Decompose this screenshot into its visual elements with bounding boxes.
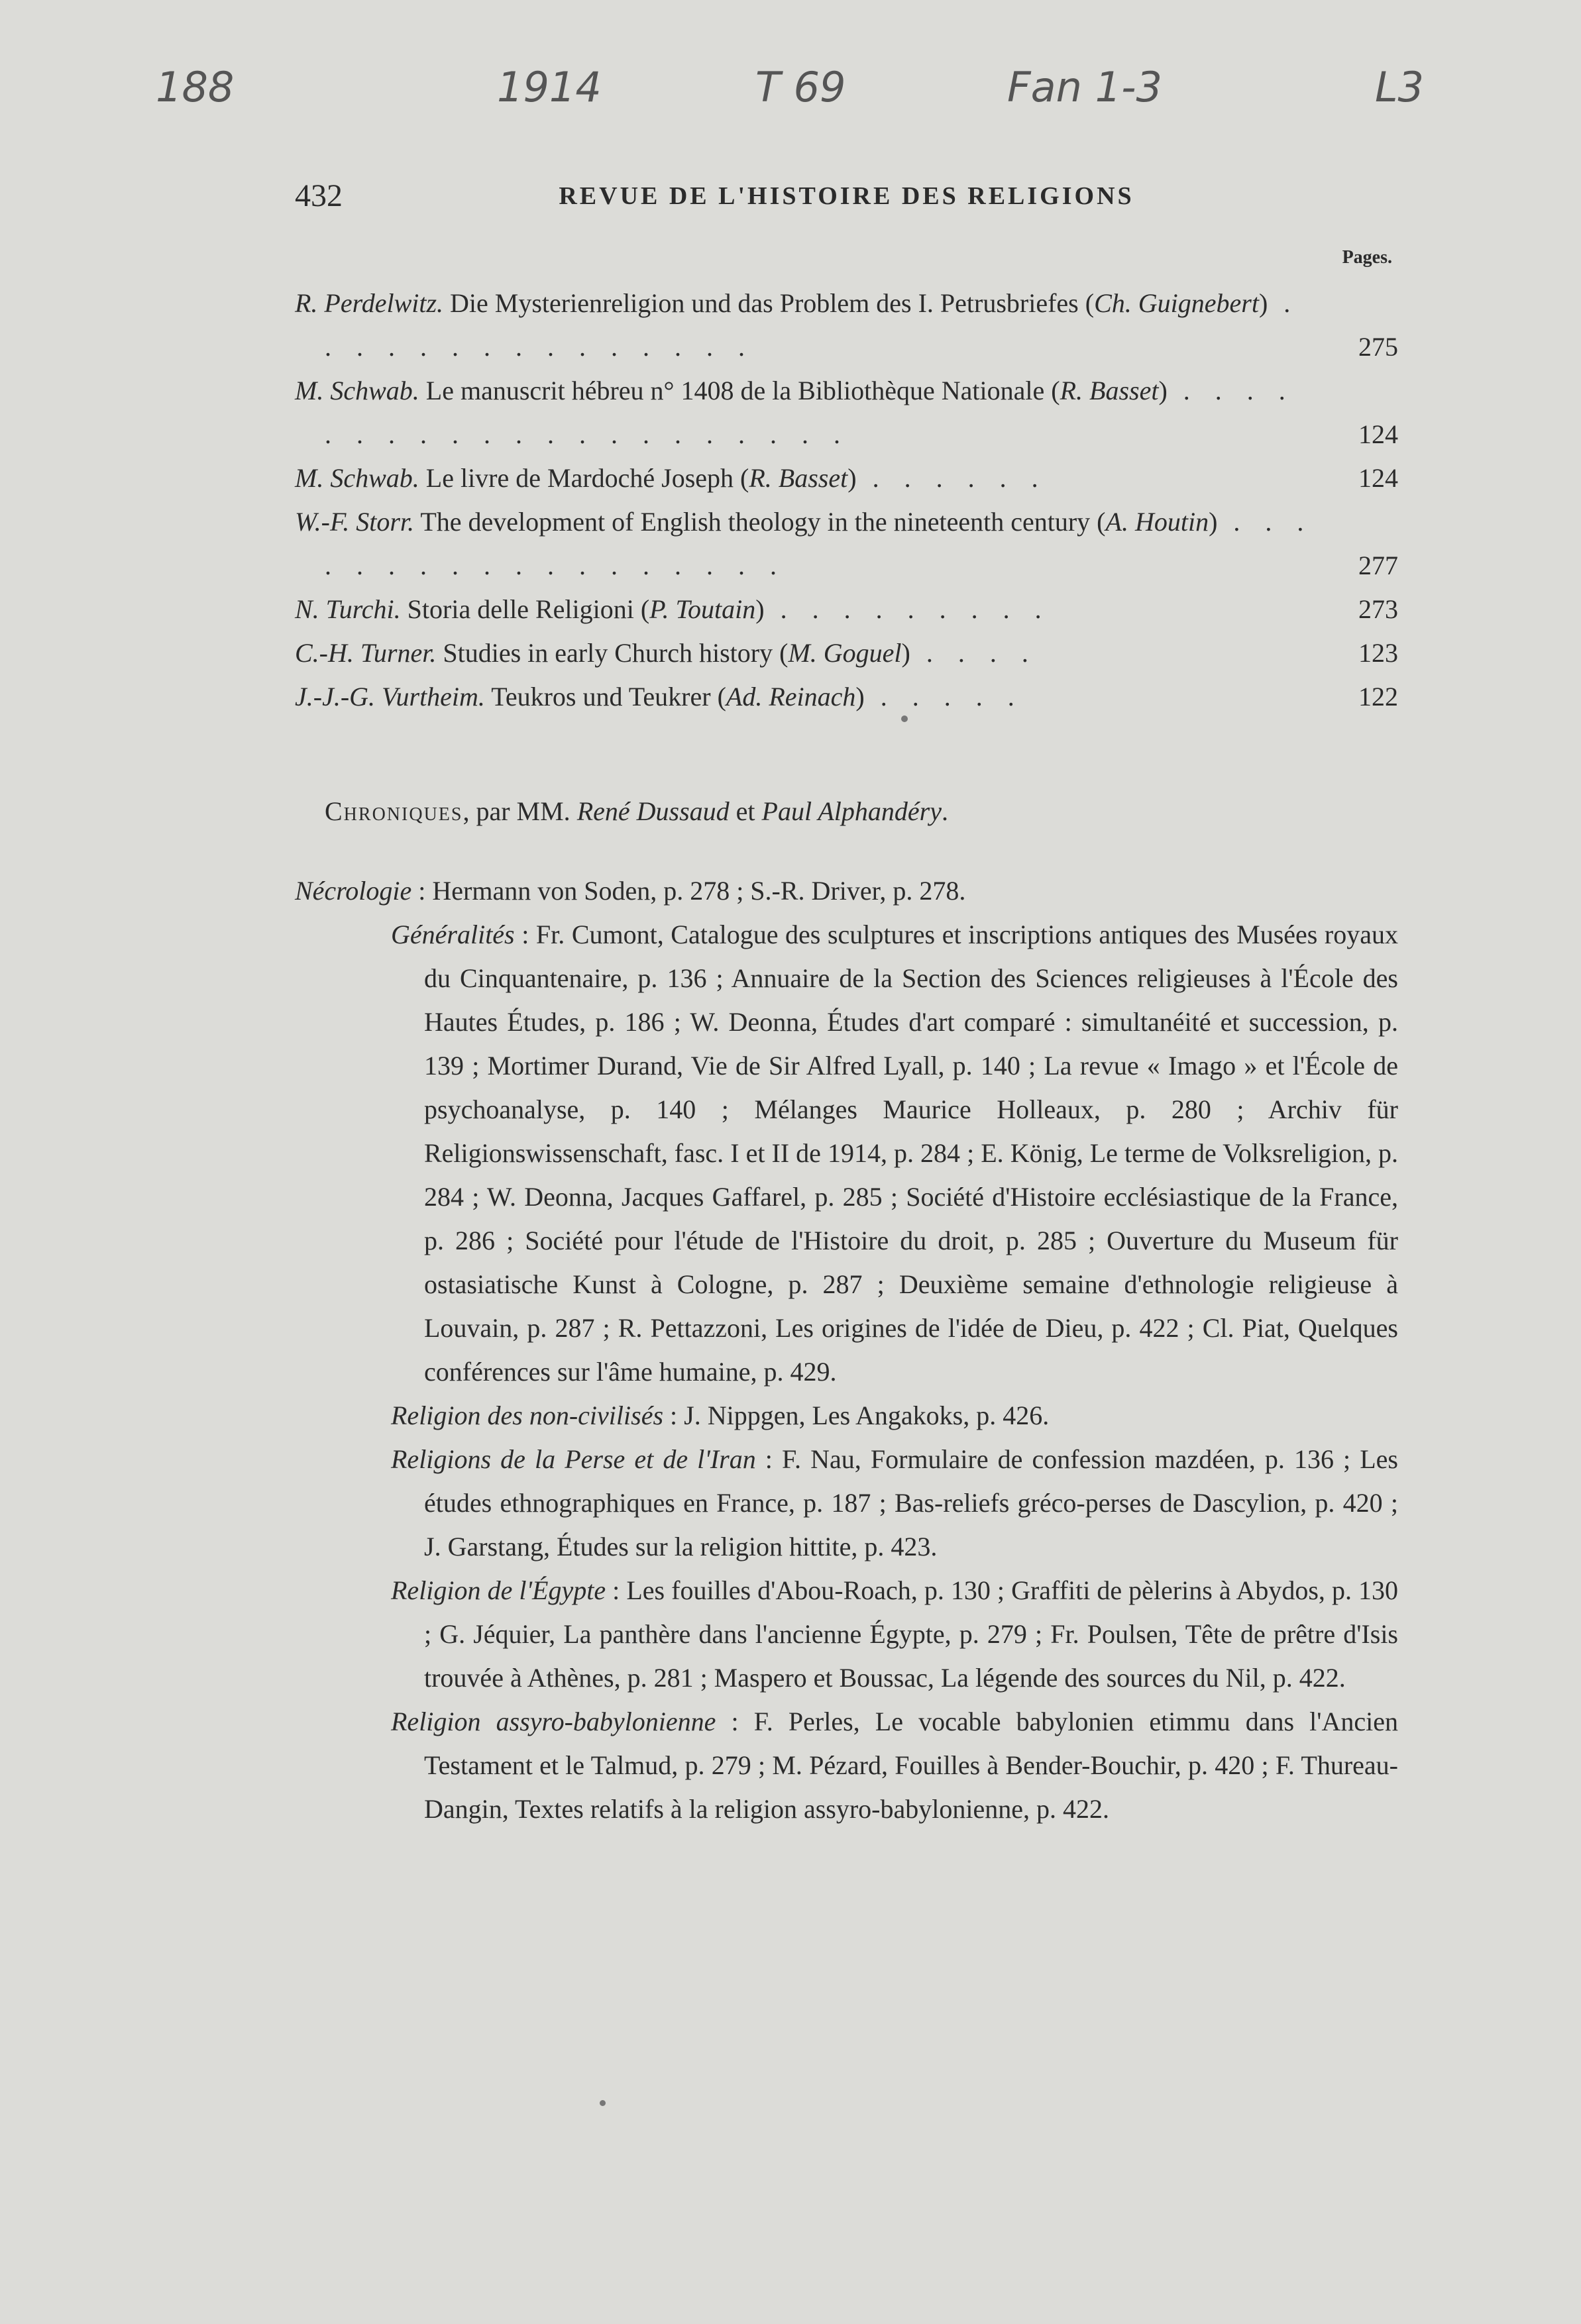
page-header [295,178,1398,217]
index-page: 122 [1358,682,1398,712]
ink-speck [600,2100,606,2106]
index-page: 124 [1358,419,1398,449]
chroniques-heading: Chroniques, par MM. René Dussaud et Paul Alphandéry. [325,796,948,826]
chronicle-section: Religion de l'Égypte : Les fouilles d'Abou-Roach, p. 130 ; Graffiti de pèlerins à Abydos, p. 130 ; G. Jéquier, La panthère dans l'ancienne Égypte, p. 279 ; Fr. Poulsen, Tête de prêtre d'Isis trouvée à Athènes, p. 281 ; Maspero et Boussac, La légende des sources du Nil, p. 422. [391,1575,1398,1693]
index-page: 273 [1358,594,1398,624]
index-entry: C.-H. Turner. Studies in early Church history (M. Goguel) . . . . 123 [295,631,1398,675]
index-page: 124 [1358,463,1398,493]
index-entry: M. Schwab. Le livre de Mardoché Joseph (R. Basset) . . . . . . 124 [295,456,1398,500]
handwritten-note-5: L3 [1375,63,1424,111]
necrologie-entry: Nécrologie : Hermann von Soden, p. 278 ; S.-R. Driver, p. 278. [295,876,966,906]
index-entry: R. Perdelwitz. Die Mysterienreligion und das Problem des I. Petrusbriefes (Ch. Guignebert) . . . . . . . . . . . . . . . 275 [295,282,1398,369]
index-entry: J.-J.-G. Vurtheim. Teukros und Teukrer (Ad. Reinach) . . . . . 122 [295,675,1398,719]
index-entry: M. Schwab. Le manuscrit hébreu n° 1408 de la Bibliothèque Nationale (R. Basset) . . . . . . . . . . . . . . . . . . . . . 124 [295,369,1398,456]
index-entry: N. Turchi. Storia delle Religioni (P. Toutain) . . . . . . . . . 273 [295,588,1398,631]
index-page: 275 [1358,332,1398,362]
review-index [295,282,1398,719]
chronicle-section: Religions de la Perse et de l'Iran : F. Nau, Formulaire de confession mazdéen, p. 136 ; Les études ethnographiques en France, p. 187 ; Bas-reliefs gréco-perses de Dascylion, p. 420 ; J. Garstang, Études sur la religion hittite, p. 423. [391,1444,1398,1561]
index-page: 123 [1358,638,1398,668]
ink-speck [901,715,908,722]
chronicle-section: Religion des non-civilisés : J. Nippgen, Les Angakoks, p. 426. [391,1400,1050,1430]
running-title: REVUE DE L'HISTOIRE DES RELIGIONS [559,182,1134,210]
index-page: 277 [1358,551,1398,580]
handwritten-note-1: 188 [156,63,235,111]
page-number: 432 [295,178,343,213]
chronicle-sections [391,913,1398,1831]
handwritten-note-2: 1914 [497,63,602,111]
handwritten-note-4: Fan 1-3 [1007,63,1162,111]
chronicle-section: Généralités : Fr. Cumont, Catalogue des sculptures et inscriptions antiques des Musées royaux du Cinquantenaire, p. 136 ; Annuaire de la Section des Sciences religieuses à l'École des Hautes Études, p. 186 ; W. Deonna, Études d'art comparé : simultanéité et succession, p. 139 ; Mortimer Durand, Vie de Sir Alfred Lyall, p. 140 ; La revue « Imago » et l'École de psychoanalyse, p. 140 ; Mélanges Maurice Holleaux, p. 280 ; Archiv für Religionswissenschaft, fasc. I et II de 1914, p. 284 ; E. König, Le terme de Volksreligion, p. 284 ; W. Deonna, Jacques Gaffarel, p. 285 ; Société d'Histoire ecclésiastique de la France, p. 286 ; Société pour l'étude de l'Histoire du droit, p. 285 ; Ouverture du Museum für ostasiatische Kunst à Cologne, p. 287 ; Deuxième semaine d'ethnologie religieuse à Louvain, p. 287 ; R. Pettazzoni, Les origines de l'idée de Dieu, p. 422 ; Cl. Piat, Quelques conférences sur l'âme humaine, p. 429. [391,920,1398,1387]
pages-column-label: Pages. [1342,247,1392,268]
chronicle-section: Religion assyro-babylonienne : F. Perles, Le vocable babylonien etimmu dans l'Ancien Testament et le Talmud, p. 279 ; M. Pézard, Fouilles à Bender-Bouchir, p. 420 ; F. Thureau-Dangin, Textes relatifs à la religion assyro-babylonienne, p. 422. [391,1707,1398,1824]
index-entry: W.-F. Storr. The development of English theology in the nineteenth century (A. Houtin) . . . . . . . . . . . . . . . . . . 277 [295,500,1398,588]
handwritten-note-3: T 69 [755,63,846,111]
